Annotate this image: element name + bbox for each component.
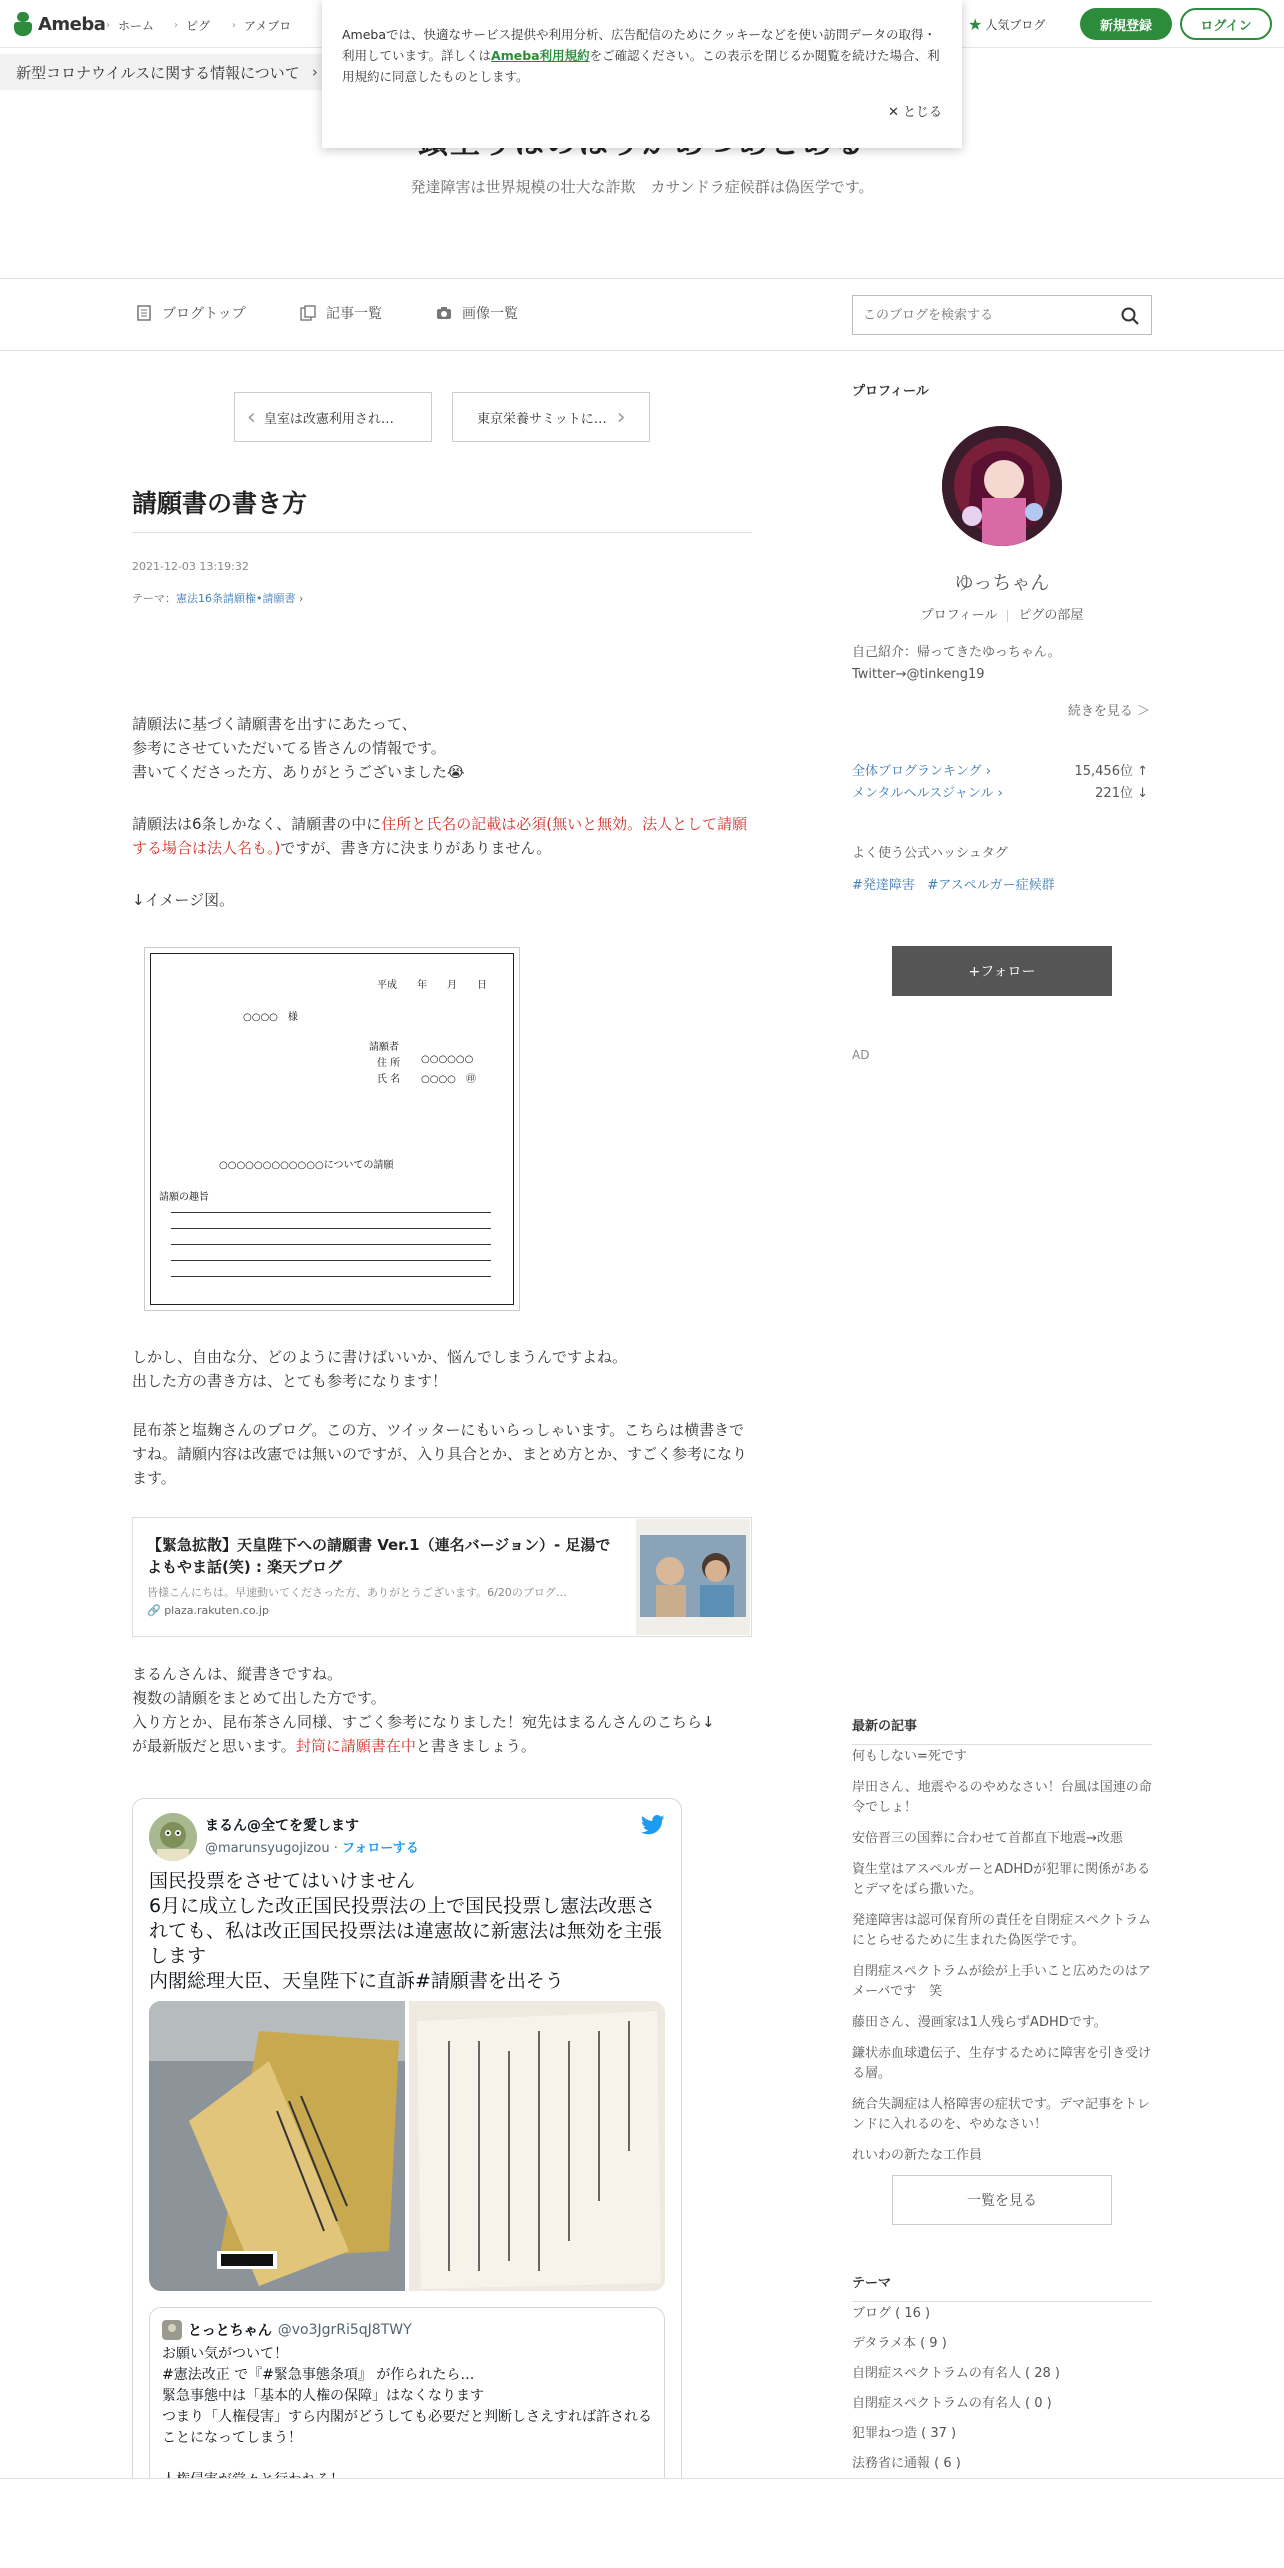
chevron-right-icon: › <box>232 20 236 31</box>
star-icon: ★ <box>968 15 983 34</box>
link-card-title: 【緊急拡散】天皇陛下への請願書 Ver.1（連名バージョン）- 足湯でよもやま話(笑) : 楽天ブログ <box>147 1536 611 1576</box>
text-span: と書きましょう。 <box>415 1737 536 1755</box>
link-card-url-text: plaza.rakuten.co.jp <box>164 1604 269 1617</box>
tweet-line: 緊急事態中は「基本的人権の保障」はなくなります <box>162 2388 484 2404</box>
avatar-image <box>149 1813 197 1861</box>
blog-search-box <box>852 295 1152 335</box>
tweet-photos <box>149 2001 665 2291</box>
tweet-line: お願い気がついて！ <box>162 2346 288 2362</box>
recent-post-link[interactable]: 藤田さん、漫画家は1人残らずADHDです。 <box>852 2015 1107 2030</box>
hashtag-link[interactable]: #発達障害 <box>852 878 915 893</box>
themes-heading: テーマ <box>852 2272 1152 2302</box>
petition-addressee: ○○○○ 様 <box>243 1012 298 1023</box>
nav-ameblo[interactable] <box>232 17 291 34</box>
paragraph-marun <box>132 1662 757 1758</box>
text-line <box>132 1734 757 1758</box>
tweet-line <box>162 2449 652 2470</box>
text-line: 出した方の書き方は、とても参考になります！ <box>132 1372 448 1390</box>
next-article-label: 東京栄養サミットに… <box>477 411 607 427</box>
ranking-value: 221位 ↓ <box>1095 786 1148 801</box>
article-theme <box>132 590 303 606</box>
genre-ranking[interactable] <box>852 782 1152 801</box>
recent-post-link[interactable]: 資生堂はアスペルガーとADHDが犯罪に関係があるとデマをばら撒いた。 <box>852 1862 1151 1897</box>
cookie-text: Amebaでは、快適なサービス提供や利用分析、広告配信のためにクッキーなどを使い訪問データの取得・利用しています。詳しくは <box>342 27 937 63</box>
ranking-value: 15,456位 ↑ <box>1074 764 1148 779</box>
view-all-posts-button[interactable]: 一覧を見る <box>892 2175 1112 2225</box>
profile-heading: プロフィール <box>852 384 929 399</box>
follow-button[interactable]: +フォロー <box>892 946 1112 996</box>
avatar-image <box>942 426 1062 546</box>
profile-intro <box>852 642 1152 686</box>
petition-sample-image[interactable] <box>150 953 514 1305</box>
profile-link[interactable]: プロフィール <box>920 608 998 623</box>
recent-post-link[interactable]: れいわの新たな工作員 <box>852 2148 983 2163</box>
blog-description: 発達障害は世界規模の壮大な詐欺 カサンドラ症候群は偽医学です。 <box>410 178 874 196</box>
tweet-follow-link[interactable]: フォローする <box>342 1841 419 1856</box>
petition-purpose: 請願の趣旨 <box>159 1192 209 1203</box>
divider <box>1007 610 1008 622</box>
link-icon: 🔗 <box>147 1604 165 1617</box>
petition-name-label: 氏 名 <box>377 1074 401 1085</box>
tweet-text <box>149 1869 669 1994</box>
footer-area <box>0 2479 1284 2568</box>
theme-link[interactable]: 犯罪ねつ造 ( 37 ) <box>852 2426 957 2441</box>
quoted-author-handle: @vo3JgrRi5qJ8TWY <box>277 2322 412 2338</box>
ad-label: AD <box>852 1048 870 1062</box>
tweet-handle-text: @marunsyugojizou <box>205 1841 330 1856</box>
theme-link[interactable]: デタラメ本 ( 9 ) <box>852 2336 947 2351</box>
quoted-tweet-text <box>162 2344 652 2491</box>
ameba-logo[interactable] <box>12 11 105 37</box>
document-icon <box>136 305 152 321</box>
text-line: 請願法に基づく請願書を出すにあたって、 <box>132 715 417 733</box>
intro-line: Twitter→@tinkeng19 <box>852 667 985 682</box>
copy-icon <box>300 305 316 321</box>
nav-home[interactable] <box>106 17 154 34</box>
avatar-image <box>162 2320 182 2340</box>
tweet-line: つまり「人権侵害」すら内閣がどうしても必要だと判断しさえすれば許されることになってしまう！ <box>162 2409 652 2446</box>
logo-text: Ameba <box>38 13 106 35</box>
text-line: 複数の請願をまとめて出した方です。 <box>132 1689 386 1707</box>
petition-name-value: ○○○○ ㊞ <box>421 1074 476 1085</box>
popular-blog-label: 人気ブログ <box>985 18 1046 32</box>
tweet-line: #憲法改正 で『#緊急事態条項』 が作られたら… <box>162 2367 475 2383</box>
petition-petitioner: 請願者 <box>369 1042 399 1053</box>
cookie-consent-dialog <box>322 0 962 148</box>
petition-subject: ○○○○○○○○○○○○についての請願 <box>219 1160 394 1171</box>
ranking-label: メンタルヘルスジャンル <box>852 786 994 801</box>
chevron-left-icon: ‹ <box>247 404 256 430</box>
recent-posts-heading: 最新の記事 <box>852 1715 1152 1745</box>
chevron-right-icon: › <box>616 404 626 430</box>
chevron-right-icon: › <box>106 20 110 31</box>
text-span: ですが、書き方に決まりがありません。 <box>280 839 552 857</box>
close-icon: ✕ <box>887 105 903 120</box>
divider <box>0 350 1284 351</box>
chevron-right-icon: › <box>311 63 318 81</box>
quoted-author-name: とっとちゃん <box>188 2323 272 2339</box>
camera-icon <box>436 305 452 321</box>
text-line: 参考にさせていただいてる皆さんの情報です。 <box>132 739 446 757</box>
sidebar <box>852 380 1152 1062</box>
theme-link[interactable]: 自閉症スペクトラムの有名人 ( 28 ) <box>852 2366 1060 2381</box>
quoted-tweet-author <box>162 2320 412 2340</box>
tweet-avatar[interactable] <box>149 1813 197 1861</box>
recent-post-link[interactable]: 岸田さん、地震やるのやめなさい！台風は国連の命令でしょ！ <box>852 1780 1152 1815</box>
image-list-link[interactable] <box>436 303 518 323</box>
profile-name[interactable]: ゆっちゃん <box>954 572 1050 594</box>
theme-link[interactable]: 憲法16条請願権•請願書 <box>176 592 296 605</box>
register-button[interactable]: 新規登録 <box>1080 8 1172 40</box>
ruled-line <box>171 1228 491 1229</box>
petition-date: 平成 年 月 日 <box>377 980 487 991</box>
article-list-link[interactable] <box>300 303 382 323</box>
image-list-label: 画像一覧 <box>462 306 518 322</box>
link-card-url <box>147 1604 269 1617</box>
chevron-right-icon: › <box>981 764 991 779</box>
text-span: が最新版だと思います。 <box>132 1737 296 1755</box>
ruled-line <box>171 1244 491 1245</box>
hashtags-heading: よく使う公式ハッシュタグ <box>852 846 1008 861</box>
theme-link[interactable]: 自閉症スペクトラムの有名人 ( 0 ) <box>852 2396 1052 2411</box>
text-span: 請願法は6条しかなく、請願書の中に <box>132 815 382 833</box>
chevron-right-icon: › <box>295 592 304 605</box>
cookie-close-label: とじる <box>902 105 942 120</box>
red-emphasis: 住所と氏名の記載は必須(無いと無効。法人として請願する場合は法人名も。) <box>132 815 748 857</box>
text-line: まるんさんは、縦書きですね。 <box>132 1665 343 1683</box>
link-card[interactable] <box>132 1517 752 1637</box>
nav-pigg[interactable] <box>174 17 210 34</box>
divider <box>0 278 1284 279</box>
paragraph-difficulty <box>132 1345 757 1393</box>
prev-article-label: 皇室は改憲利用され… <box>263 411 394 427</box>
recent-post-link[interactable]: 鎌状赤血球遺伝子、生存するために障害を引き受ける層。 <box>852 2046 1152 2081</box>
recent-post-link[interactable]: 安倍晋三の国葬に合わせて首都直下地震→改悪 <box>852 1831 1123 1846</box>
tweet-media[interactable] <box>149 2001 665 2291</box>
petition-address-value: ○○○○○○ <box>421 1054 474 1065</box>
popular-blog-link[interactable] <box>968 15 1045 34</box>
nav-home-label: ホーム <box>118 19 155 33</box>
blog-top-label: ブログトップ <box>162 306 246 322</box>
theme-link[interactable]: ブログ ( 16 ) <box>852 2306 931 2321</box>
tweet-line: 国民投票をさせてはいけません <box>149 1870 416 1892</box>
ruled-line <box>171 1276 491 1277</box>
cookie-text-2: をご確認ください。この表示を閉じるか閲覧を続けた場合、利用規約に同意したものとします。 <box>342 48 940 84</box>
hashtag-link[interactable]: #アスペルガー症候群 <box>927 878 1055 893</box>
article-title: 請願書の書き方 <box>132 489 308 518</box>
chevron-right-icon: › <box>174 20 178 31</box>
paragraph-image-note: ↓イメージ図。 <box>132 891 235 909</box>
ruled-line <box>171 1260 491 1261</box>
covid-info-banner[interactable] <box>0 54 330 90</box>
text-line: 入り方とか、昆布茶さん同様、すごく参考になりました！宛先はまるんさんのこちら↓ <box>132 1713 715 1731</box>
link-card-description: 皆様こんにちは。早速動いてくださった方、ありがとうございます。6/20のブログ… <box>147 1586 567 1599</box>
tweet-line: 6月に成立した改正国民投票法の上で国民投票し憲法改悪されても、私は改正国民投票法は違憲故に新憲法は無効を主張します <box>149 1895 663 1967</box>
tweet-author-handle: @marunsyugojizou · フォローする <box>205 1841 419 1856</box>
chevron-right-icon: › <box>993 786 1003 801</box>
theme-link[interactable]: 法務省に通報 ( 6 ) <box>852 2456 961 2471</box>
photo-thumbnail <box>636 1519 750 1635</box>
twitter-bird-icon[interactable] <box>641 1815 665 1835</box>
recent-post-link[interactable]: 何もしない=死です <box>852 1749 967 1764</box>
search-icon[interactable] <box>1121 307 1139 325</box>
nav-pigg-label: ピグ <box>186 19 211 33</box>
link-card-thumbnail <box>636 1519 750 1635</box>
covid-info-label: 新型コロナウイルスに関する情報について <box>16 63 300 82</box>
ruled-line <box>171 1212 491 1213</box>
article-date: 2021-12-03 13:19:32 <box>132 560 249 573</box>
ameba-mascot-icon <box>12 12 34 36</box>
recent-post-link[interactable]: 発達障害は認可保育所の責任を自閉症スペクトラムにとらせるために生まれた偽医学です。 <box>852 1913 1151 1948</box>
recent-post-link[interactable]: 統合失調症は人格障害の症状です。デマ記事をトレンドに入れるのを、やめなさい！ <box>852 2097 1150 2132</box>
recent-posts-list <box>852 1747 1152 2177</box>
theme-label: テーマ： <box>132 592 176 605</box>
intro-line: 自己紹介：帰ってきたゆっちゃん。 <box>852 645 1061 660</box>
red-emphasis: 封筒に請願書在中 <box>295 1737 416 1755</box>
next-article-button[interactable] <box>452 392 650 442</box>
blog-search-input[interactable] <box>863 304 1103 326</box>
blog-top-link[interactable] <box>136 303 246 323</box>
overall-ranking[interactable] <box>852 760 1152 779</box>
recent-post-link[interactable]: 自閉症スペクトラムが絵が上手いこと広めたのはアメーバです 笑 <box>852 1964 1151 1999</box>
terms-link[interactable]: Ameba利用規約 <box>491 48 590 63</box>
tweet-line: 内閣総理大臣、天皇陛下に直訴#請願書を出そう <box>149 1970 564 1992</box>
themes-list <box>852 2304 1152 2484</box>
ranking-label: 全体ブログランキング <box>852 764 982 779</box>
text-line: しかし、自由な分、どのように書けばいいか、悩んでしまうんですよね。 <box>132 1348 628 1366</box>
hashtag-list <box>852 874 1055 893</box>
nav-ameblo-label: アメブロ <box>244 19 292 33</box>
profile-more-link[interactable]: 続きを見る ＞ <box>1067 704 1150 719</box>
login-button[interactable]: ログイン <box>1180 8 1272 40</box>
text-line: 書いてくださった方、ありがとうございました😭 <box>132 763 465 781</box>
cookie-close-button[interactable] <box>888 102 942 123</box>
pigg-room-link[interactable]: ピグの部屋 <box>1018 608 1084 623</box>
paragraph-law <box>132 812 757 860</box>
paragraph-konbu: 昆布茶と塩麹さんのブログ。この方、ツイッターにもいらっしゃいます。こちらは横書きですね。請願内容は改憲では無いのですが、入り具合とか、まとめ方とか、すごく参考になります。 <box>132 1421 748 1487</box>
divider <box>132 532 752 533</box>
petition-address-label: 住 所 <box>377 1058 401 1069</box>
embedded-tweet[interactable] <box>132 1798 682 2568</box>
profile-avatar[interactable] <box>942 426 1062 546</box>
prev-article-button[interactable] <box>234 392 432 442</box>
profile-links <box>852 604 1152 623</box>
paragraph-intro <box>132 712 757 784</box>
tweet-author-name[interactable]: まるん@全てを愛します <box>205 1818 359 1834</box>
article-list-label: 記事一覧 <box>326 306 382 322</box>
